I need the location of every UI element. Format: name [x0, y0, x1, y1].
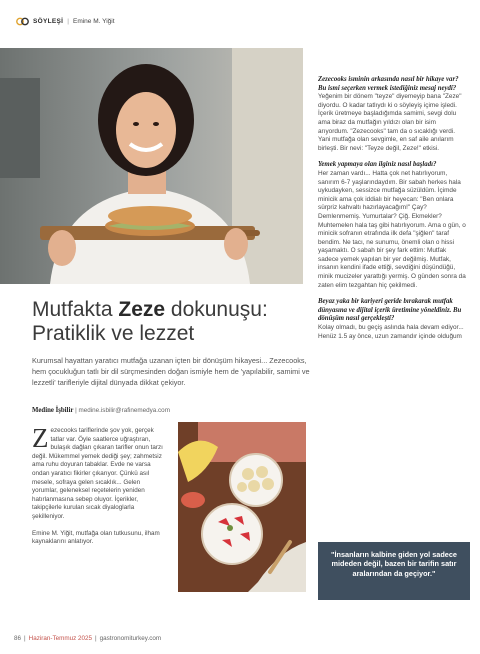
footer-separator-2: | [95, 635, 97, 642]
question-1: Zezecooks isminin arkasında nasıl bir hikaye var? Bu ismi seçerken vermek istediğiniz mesaj neydi? [318, 76, 459, 92]
dropcap: Z [32, 423, 49, 453]
question-3: Beyaz yaka bir kariyeri geride bırakarak mutfak dünyasına ve dijital içerik üretimine yöneldiniz. Bu dönüşüm nasıl gerçekleşti? [318, 298, 462, 323]
qa-column [318, 76, 468, 349]
byline-name: Medine İşbilir [32, 407, 74, 414]
page-header [16, 14, 115, 28]
intro-paragraph-2: Emine M. Yiğit, mutfağa olan tutkusunu, ilham kaynaklarını anlatıyor. [32, 529, 160, 546]
answer-2: Her zaman vardı... Hatta çok net hatırlıyorum, sanırım 6-7 yaşlarındaydım. Bir sabah herkes hala uykudayken, sessizce mutfağa süzüldüm. İçimde minicik ama çok iddialı bir heyecan: "Ben onlara sürpriz kahvaltı hazırlayacağım!" Çay? Demlenmemiş. Yumurtalar? Çiğ. Ekmekler? Muhtemelen hala taş gibi hatırlıyorum. Ama o gün, o minicik sofranın etrafında ilk defa "şiğlen" taraf bendim. Ne tacı, ne sunumu, önemli olan o hissi yaşamaktı. O sabah bir şey fark ettim: Mutfak sadece yemek yapılan bir yer değilmiş. Mutfak, insanın kendini ifade ettiği, sevdiğini düşündüğü, minik mucizeler yarattığı yermiş. O günden sonra da zaten elim tezgahtan hiç çekilmedi. [318, 169, 466, 289]
answer-1: Yeğenim bir dönem "teyze" diyemeyip bana "Zeze" diyordu. O kadar tatlıydı ki o söyleyiş içime işledi. İçerik üretmeye başladığımda samimi, sevgi dolu ama biraz da mutfağın yıldızı olan bir isim arıyordum. "Zezecooks" tam da o sıcaklığı verdi. Yani mutfağa olan sevgimle, en saf aile anılarım birleşti. Bir nevi: "Teyze değil, Zeze!" etkisi. [318, 93, 462, 152]
byline-separator: | [73, 407, 79, 414]
pull-quote [318, 542, 470, 600]
header-author: Emine M. Yiğit [72, 17, 115, 25]
byline-email[interactable]: medine.isbilir@rafinemedya.com [78, 407, 170, 414]
site-link[interactable]: gastronomiturkey.com [99, 635, 162, 642]
title-line2: Pratiklik ve lezzet [32, 322, 195, 345]
title-bold: Zeze [118, 298, 166, 321]
header-separator: | [67, 17, 69, 25]
issue-date: Haziran-Temmuz 2025 [28, 635, 92, 642]
intro-column [32, 423, 167, 555]
portrait-photo [0, 48, 303, 284]
intro-paragraph: ezecooks tariflerinde şov yok, gerçek tatlar var. Öyle saatlerce uğraştıran, bulaşık dağları çıkaran tarifler onun tarzı değil. Mükemmel yemek dediği şey; zahmetsiz ama ruhu doyuran tabaklar. Evde ne varsa ondan yaratıcı fikirler çıkarıyor. Çünkü asıl mesele, sofraya gelen sıcaklık... Gelen yorumlar, geleneksel reçetelerin yeniden hatırlanmasına sebep oluyor. İçerikler, takipçilerle kurulan sıcak diyaloglarla şekilleniyor. [32, 427, 163, 520]
title-suffix: dokunuşu: [165, 298, 268, 321]
section-label: SÖYLEŞİ [33, 17, 64, 25]
answer-3: Kolay olmadı, bu geçiş aslında hala devam ediyor... Henüz 1.5 ay önce, uzun zamandır içinde olduğum [318, 324, 464, 340]
footer-separator-1: | [24, 635, 26, 642]
food-photo [178, 422, 306, 592]
byline [32, 407, 170, 414]
article-title [32, 298, 312, 346]
page-footer [14, 635, 161, 642]
question-2: Yemek yapmaya olan ilginiz nasıl başladı? [318, 161, 437, 169]
pull-quote-text: "İnsanların kalbine giden yol sadece mideden değil, bazen bir tarifin satır aralarından da geçiyor." [331, 550, 457, 578]
page-number: 86 [14, 635, 22, 642]
title-prefix: Mutfakta [32, 298, 119, 321]
magazine-logo-icon [16, 16, 29, 27]
article-lead: Kurumsal hayattan yaratıcı mutfağa uzanan içten bir dönüşüm hikayesi... Zezecooks, hem çocukluğun tatlı bir dil sürçmesinden doğan ismiyle hem de 'yapılabilir, samimi ve lezzetli' tarifleriyle dijital dünyada dikkat çekiyor. [32, 356, 310, 387]
